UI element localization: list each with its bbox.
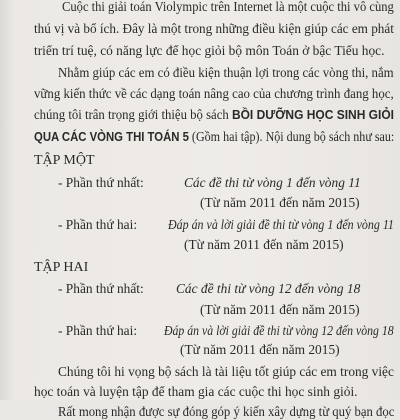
paragraph-4-line-1: Rất mong nhận được sự đóng góp ý kiến xây dựng từ quý bạn đọc xyxy=(58,404,395,419)
paragraph-2-line-1: Nhằm giúp các em có điều kiện thuận lợi trong các vòng thi, nắm xyxy=(58,65,394,80)
volume-2-item-1-years: (Từ năm 2011 đến năm 2015) xyxy=(200,302,360,317)
volume-2-item-1-text: Các đề thi từ vòng 12 đến vòng 18 xyxy=(176,281,361,296)
paragraph-2-line-4 xyxy=(34,129,394,145)
paragraph-3-line-2: học toán và luyện tập để tham gia các cuộc thi học sinh giỏi. xyxy=(34,384,358,399)
volume-1-title: TẬP MỘT xyxy=(34,153,95,168)
volume-2-item-2-years: (Từ năm 2011 đến năm 2015) xyxy=(180,342,340,357)
book-title-part-1: BỒI DƯỠNG HỌC SINH GIỎI xyxy=(231,108,395,122)
volume-1-item-2-text: Đáp án và lời giải đề thi từ vòng 1 đến vòng 11 xyxy=(168,217,394,232)
volume-1-item-2-years: (Từ năm 2011 đến năm 2015) xyxy=(184,237,344,252)
volume-2-item-2-label: - Phần thứ hai: xyxy=(58,323,138,338)
volume-1-item-2-label: - Phần thứ hai: xyxy=(58,217,138,232)
volume-1-item-1-years: (Từ năm 2011 đến năm 2015) xyxy=(200,195,360,210)
intro-text: chúng tôi trân trọng giới thiệu bộ sách xyxy=(34,107,229,122)
volume-1-item-1-label: - Phần thứ nhất: xyxy=(58,175,144,190)
paragraph-1-line-2: thú vị và bổ ích. Đây là một trong những điều kiện giúp các em phát xyxy=(34,21,394,36)
volume-2-title: TẬP HAI xyxy=(34,260,89,275)
book-title-part-2: QUA CÁC VÒNG THI TOÁN 5 xyxy=(34,130,189,144)
paragraph-1-line-3: triển trí tuệ, có năng lực để học giỏi bộ môn Toán ở bậc Tiểu học. xyxy=(34,43,385,58)
paragraph-3-line-1: Chúng tôi hi vọng bộ sách là tài liệu tốt giúp các em trong việc xyxy=(58,364,394,379)
volume-1-item-1-text: Các đề thi từ vòng 1 đến vòng 11 xyxy=(184,175,361,190)
volume-2-item-2-text: Đáp án và lời giải đề thi từ vòng 12 đến vòng 18 xyxy=(164,323,394,338)
contents-intro: (Gồm hai tập). Nội dung bộ sách như sau: xyxy=(191,129,395,144)
paragraph-2-line-2: vững kiến thức về các dạng toán nâng cao của chương trình đang học, xyxy=(34,86,394,101)
volume-2-item-1-label: - Phần thứ nhất: xyxy=(58,281,144,296)
paragraph-1-line-1: Cuộc thi giải toán Violympic trên Internet là một cuộc thi vô cùng xyxy=(62,0,394,14)
paragraph-2-line-3 xyxy=(34,107,394,123)
